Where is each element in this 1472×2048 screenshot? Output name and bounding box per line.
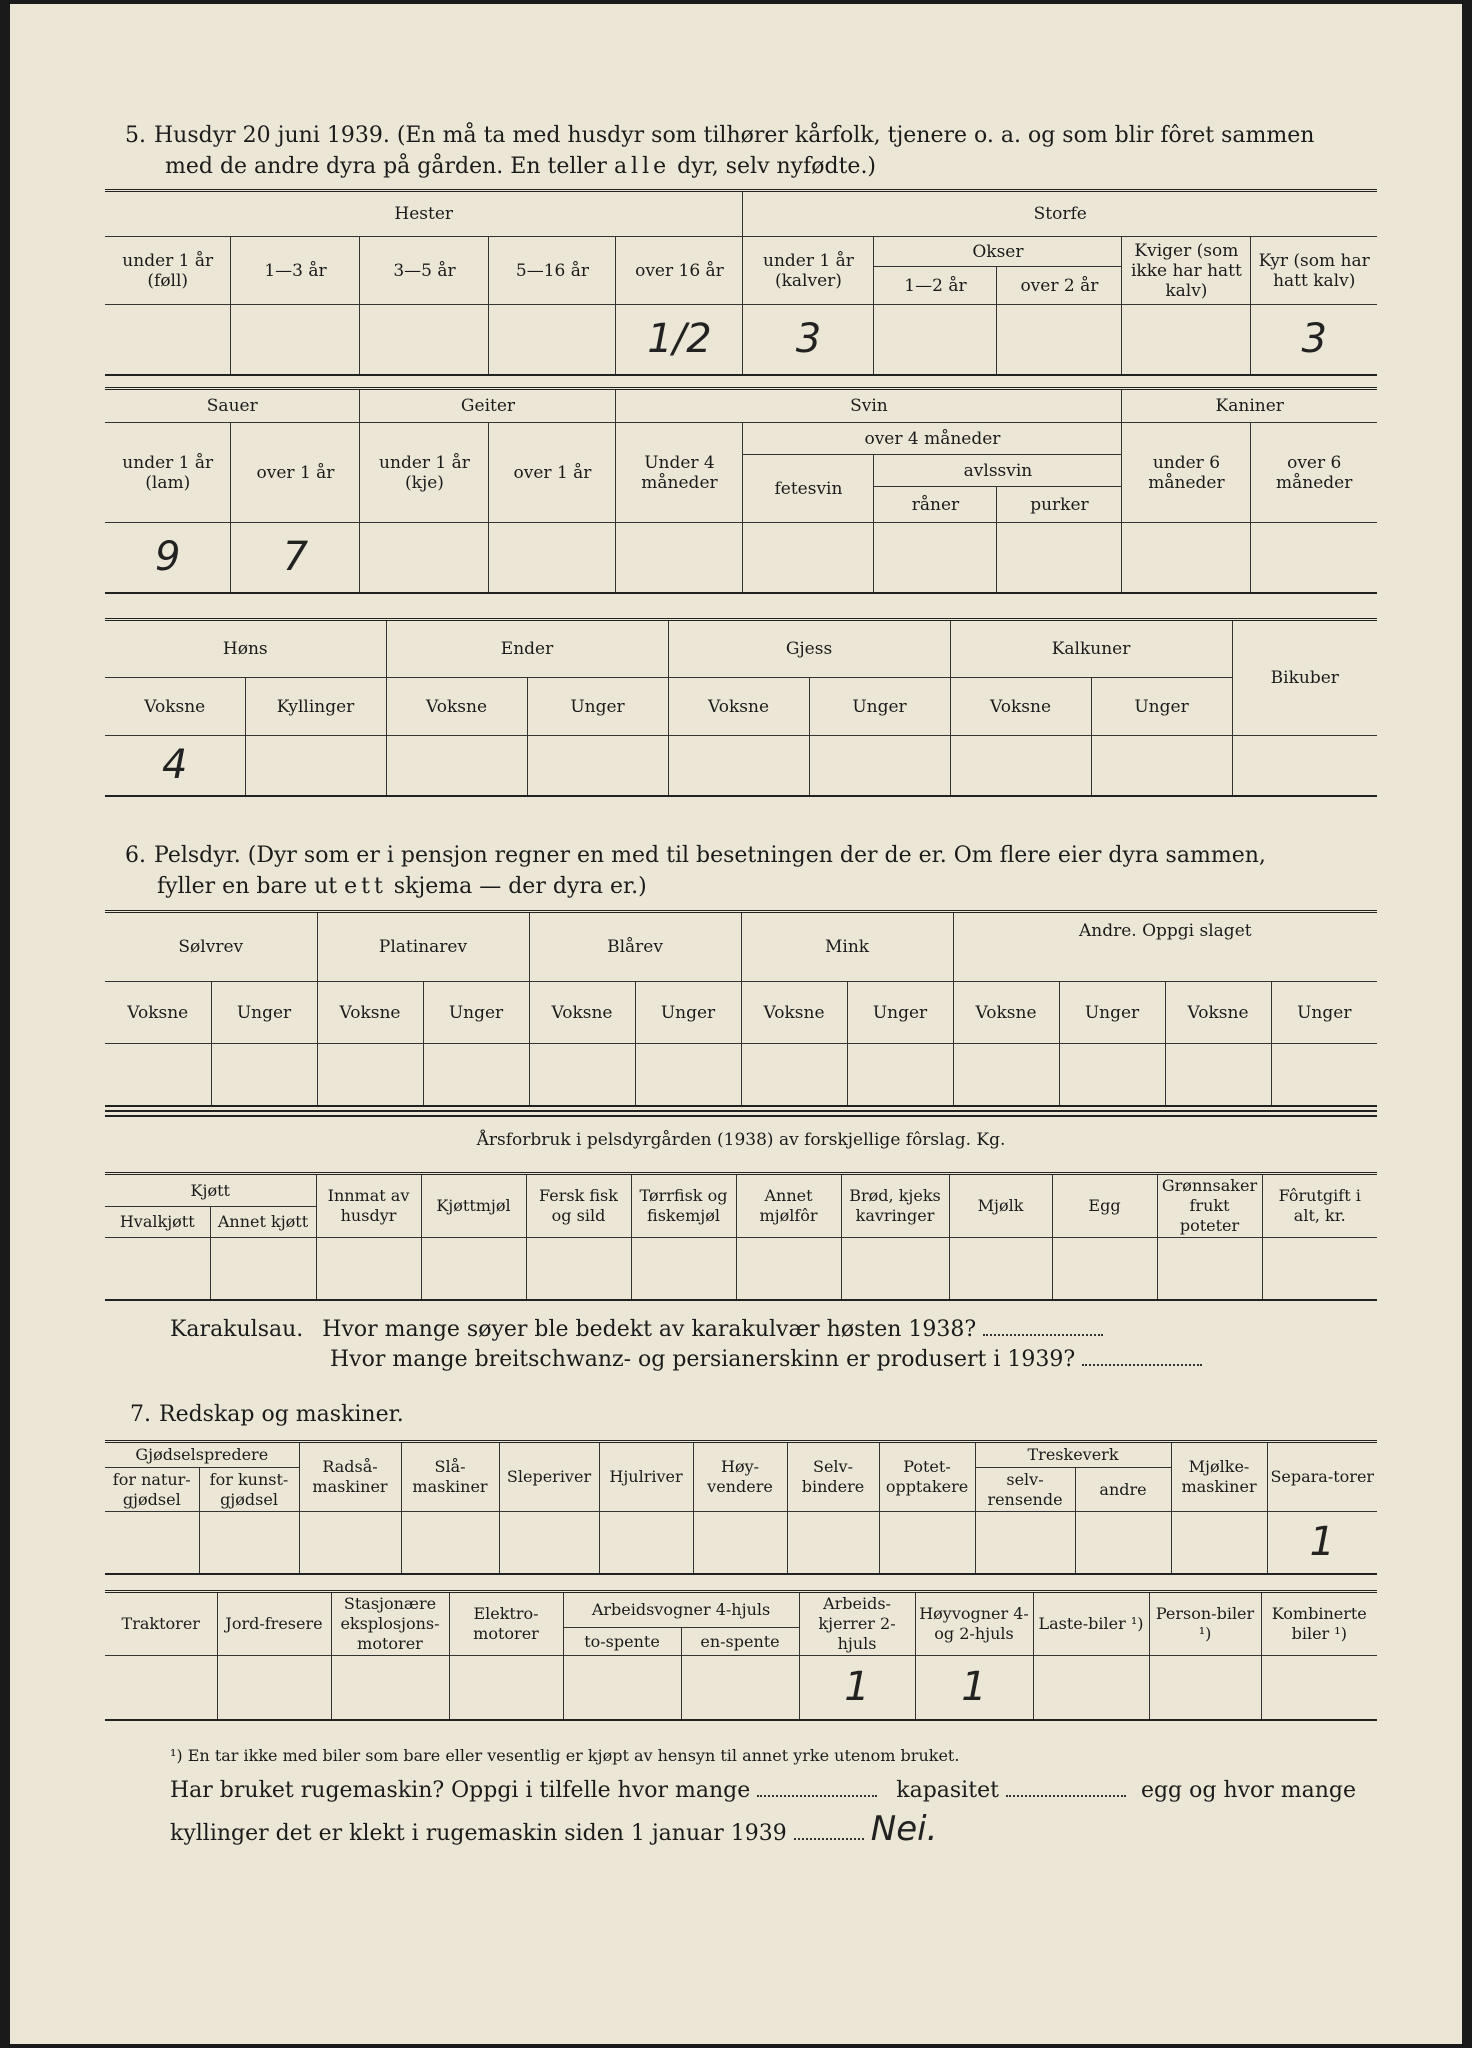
col-header: Laste-biler ¹) [1033,1592,1149,1656]
col-header: Voksne [529,982,635,1044]
karakul-question-2 [330,1345,1202,1375]
entry-cell[interactable] [526,1238,631,1300]
question-text: Hvor mange søyer ble bedekt av karakulvær høsten 1938? [322,1317,977,1342]
col-header: Grønnsaker frukt poteter [1157,1174,1262,1238]
entry-cell[interactable] [231,305,360,375]
entry-cell[interactable] [1171,1512,1267,1574]
entry-cell[interactable] [1232,736,1377,796]
answer-line[interactable] [983,1316,1103,1336]
col-header: Radså-maskiner [299,1442,401,1512]
entry-cell[interactable] [527,736,668,796]
col-header: Unger [1271,982,1377,1044]
handwritten-answer[interactable]: Nei. [870,1809,938,1849]
entry-cell[interactable] [693,1512,787,1574]
entry-cell[interactable] [529,1044,635,1106]
entry-cell[interactable] [743,523,874,593]
col-header: over 1 år [231,423,360,523]
col-header: 5—16 år [489,237,616,305]
col-header: Unger [423,982,529,1044]
group-blarev: Blårev [529,912,741,982]
col-header: fetesvin [743,455,874,523]
col-header: Voksne [668,678,809,736]
col-header: Fersk fisk og sild [526,1174,631,1238]
table-forbruk [105,1172,1377,1301]
forbruk-caption: Årsforbruk i pelsdyrgården (1938) av forskjellige fôrslag. Kg. [476,1130,1006,1150]
entry-cell[interactable] [499,1512,599,1574]
col-header: Unger [527,678,668,736]
col-header: selv-rensende [975,1468,1075,1512]
entry-cell[interactable] [874,523,997,593]
question-text: kapasitet [896,1778,999,1803]
col-header: over 16 år [616,237,743,305]
col-header: Hvalkjøtt [105,1207,210,1238]
entry-cell[interactable] [105,1238,210,1300]
answer-line[interactable] [794,1820,864,1840]
entry-cell[interactable] [1091,736,1232,796]
section-number: 6. [125,843,146,868]
entry-cell[interactable]: 9 [105,523,231,593]
section-5-heading [125,120,1385,182]
entry-cell[interactable] [1157,1238,1262,1300]
col-header: Voksne [1165,982,1271,1044]
group-over-4-maneder: over 4 måneder [743,423,1122,455]
group-sauer: Sauer [105,389,360,423]
col-header: Unger [847,982,953,1044]
entry-cell[interactable]: 4 [105,736,245,796]
col-header: Annet mjølfôr [736,1174,841,1238]
entry-cell[interactable] [316,1238,421,1300]
entry-cell[interactable] [105,1044,211,1106]
group-svin: Svin [616,389,1122,423]
col-header: under 1 år (kalver) [743,237,874,305]
entry-cell[interactable] [874,305,997,375]
entry-cell[interactable] [975,1512,1075,1574]
heading-line: Pelsdyr. (Dyr som er i pensjon regner en med til besetningen der de er. Om flere eier dyra sammen, [154,843,1266,868]
entry-cell[interactable] [421,1238,526,1300]
col-header: Voksne [950,678,1091,736]
col-header: Voksne [105,678,245,736]
entry-cell[interactable] [211,1044,317,1106]
col-header: råner [874,487,997,523]
group-hester: Hester [105,191,743,237]
group-mink: Mink [741,912,953,982]
group-avlssvin: avlssvin [874,455,1122,487]
entry-cell[interactable] [299,1512,401,1574]
col-header: Bikuber [1232,620,1377,736]
col-header: under 1 år (lam) [105,423,231,523]
col-header: en-spente [681,1628,799,1656]
col-header: Voksne [386,678,527,736]
group-okser: Okser [874,237,1122,267]
entry-cell[interactable] [563,1656,681,1720]
question-text: Hvor mange breitschwanz- og persianerskinn er produsert i 1939? [330,1347,1076,1372]
col-header: Kyr (som har hatt kalv) [1251,237,1377,305]
col-header: over 6 måneder [1251,423,1377,523]
group-arbeidsvogner: Arbeidsvogner 4-hjuls [563,1592,799,1628]
entry-cell[interactable]: 1/2 [616,305,743,375]
col-header: Høy-vendere [693,1442,787,1512]
heading-line: skjema — der dyra er.) [386,874,647,899]
entry-cell[interactable]: 3 [1251,305,1377,375]
group-gjess: Gjess [668,620,950,678]
col-header: 1—3 år [231,237,360,305]
col-header: 3—5 år [360,237,489,305]
footnote: ¹) En tar ikke med biler som bare eller vesentlig er kjøpt av hensyn til annet yrke utenom bruket. [170,1746,960,1765]
col-header: Brød, kjeks kavringer [841,1174,949,1238]
entry-cell[interactable] [360,305,489,375]
entry-cell[interactable] [949,1238,1052,1300]
group-treskeverk: Treskeverk [975,1442,1171,1468]
entry-cell[interactable]: 7 [231,523,360,593]
col-header: Kombinerte biler ¹) [1261,1592,1377,1656]
entry-cell[interactable] [847,1044,953,1106]
entry-cell[interactable] [997,305,1122,375]
entry-cell[interactable] [489,305,616,375]
col-header: Traktorer [105,1592,217,1656]
entry-cell[interactable] [841,1238,949,1300]
question-text: Har bruket rugemaskin? Oppgi i tilfelle hvor mange [170,1778,751,1803]
entry-cell[interactable] [879,1512,975,1574]
col-header: andre [1075,1468,1171,1512]
entry-cell[interactable] [953,1044,1059,1106]
table-pelsdyr [105,910,1377,1107]
entry-cell[interactable] [217,1656,331,1720]
table-redskap-1 [105,1440,1377,1575]
entry-cell[interactable]: 1 [799,1656,915,1720]
karakul-label: Karakulsau. [170,1317,304,1342]
col-header: Unger [1059,982,1165,1044]
entry-cell[interactable] [809,736,950,796]
entry-cell[interactable] [210,1238,316,1300]
col-header: over 1 år [489,423,616,523]
double-rule [105,1115,1377,1117]
col-header: under 1 år (kje) [360,423,489,523]
section-number: 5. [125,123,146,148]
double-rule [105,1110,1377,1112]
col-header: Mjølk [949,1174,1052,1238]
entry-cell[interactable] [317,1044,423,1106]
heading-line: med de andre dyra på gården. En teller [165,154,614,179]
col-header: Voksne [317,982,423,1044]
entry-cell[interactable] [105,305,231,375]
entry-cell[interactable] [1122,305,1251,375]
col-header: Hjulriver [599,1442,693,1512]
col-header: over 2 år [997,267,1122,305]
karakul-question-1 [170,1315,1103,1345]
entry-cell[interactable] [616,523,743,593]
col-header: Kyllinger [245,678,386,736]
entry-cell[interactable] [736,1238,841,1300]
group-hons: Høns [105,620,386,678]
entry-cell[interactable] [360,523,489,593]
group-kjott: Kjøtt [105,1174,316,1207]
entry-cell[interactable] [681,1656,799,1720]
col-header: to-spente [563,1628,681,1656]
group-andre: Andre. Oppgi slaget [953,912,1377,982]
group-kaniner: Kaniner [1122,389,1377,423]
group-solvrev: Sølvrev [105,912,317,982]
emphasis-word: ett [344,874,387,899]
col-header: Voksne [105,982,211,1044]
col-header: Unger [635,982,741,1044]
col-header: Voksne [953,982,1059,1044]
col-header: Potet-opptakere [879,1442,975,1512]
entry-cell[interactable] [668,736,809,796]
col-header: Tørrfisk og fiskemjøl [631,1174,736,1238]
col-header: Kviger (som ikke har hatt kalv) [1122,237,1251,305]
entry-cell[interactable] [599,1512,693,1574]
entry-cell[interactable] [1262,1238,1377,1300]
entry-cell[interactable] [386,736,527,796]
col-header: Sleperiver [499,1442,599,1512]
col-header: Annet kjøtt [210,1207,316,1238]
table-sauer-svin [105,387,1377,594]
section-7-heading [130,1399,404,1430]
group-kalkuner: Kalkuner [950,620,1232,678]
group-ender: Ender [386,620,668,678]
rugemaskin-question-2 [170,1809,938,1849]
entry-cell[interactable] [1052,1238,1157,1300]
heading-line: Husdyr 20 juni 1939. (En må ta med husdyr som tilhører kårfolk, tjenere o. a. og som blir fôret sammen [154,123,1315,148]
col-header: Innmat av husdyr [316,1174,421,1238]
entry-cell[interactable] [1122,523,1251,593]
col-header: Mjølke-maskiner [1171,1442,1267,1512]
entry-cell[interactable] [635,1044,741,1106]
entry-cell[interactable] [105,1512,199,1574]
col-header: Kjøttmjøl [421,1174,526,1238]
col-header: Unger [211,982,317,1044]
entry-cell[interactable] [1059,1044,1165,1106]
answer-line[interactable] [1082,1346,1202,1366]
col-header: 1—2 år [874,267,997,305]
col-header: Separa-torer [1267,1442,1377,1512]
table-redskap-2 [105,1590,1377,1721]
question-text: egg og hvor mange [1140,1778,1357,1803]
col-header: under 6 måneder [1122,423,1251,523]
entry-cell[interactable] [331,1656,449,1720]
entry-cell[interactable] [1149,1656,1261,1720]
col-header: for kunst-gjødsel [199,1468,299,1512]
col-header: for natur-gjødsel [105,1468,199,1512]
col-header: Unger [1091,678,1232,736]
entry-cell[interactable] [1271,1044,1377,1106]
answer-line[interactable] [757,1777,877,1797]
col-header: under 1 år (føll) [105,237,231,305]
col-header: Voksne [741,982,847,1044]
question-text: kyllinger det er klekt i rugemaskin siden 1 januar 1939 [170,1821,787,1846]
group-geiter: Geiter [360,389,616,423]
entry-cell[interactable] [489,523,616,593]
col-header: Arbeids-kjerrer 2-hjuls [799,1592,915,1656]
entry-cell[interactable] [199,1512,299,1574]
entry-cell[interactable] [997,523,1122,593]
col-header: purker [997,487,1122,523]
section-number: 7. [130,1402,151,1427]
emphasis-word: alle [613,154,671,179]
entry-cell[interactable]: 1 [1267,1512,1377,1574]
group-gjodselspredere: Gjødselspredere [105,1442,299,1468]
section-6-heading [125,840,1385,902]
col-header: Selv-bindere [787,1442,879,1512]
col-header: Unger [809,678,950,736]
entry-cell[interactable] [1075,1512,1171,1574]
entry-cell[interactable]: 1 [915,1656,1033,1720]
table-hester-storfe [105,189,1377,376]
col-header: Høyvogner 4- og 2-hjuls [915,1592,1033,1656]
entry-cell[interactable] [950,736,1091,796]
col-header: Person-biler ¹) [1149,1592,1261,1656]
col-header: Egg [1052,1174,1157,1238]
entry-cell[interactable] [1251,523,1377,593]
col-header: Jord-freserе [217,1592,331,1656]
table-fjorfe [105,618,1377,797]
group-storfe: Storfe [743,191,1377,237]
entry-cell[interactable] [105,1656,217,1720]
col-header: Stasjonære eksplosjons-motorer [331,1592,449,1656]
heading-line: Redskap og maskiner. [159,1402,404,1427]
form-page [10,4,1462,2044]
heading-line: dyr, selv nyfødte.) [670,154,877,179]
entry-cell[interactable] [1261,1656,1377,1720]
entry-cell[interactable] [741,1044,847,1106]
col-header: Elektro-motorer [449,1592,563,1656]
answer-line[interactable] [1006,1777,1126,1797]
entry-cell[interactable] [449,1656,563,1720]
col-header: Under 4 måneder [616,423,743,523]
entry-cell[interactable]: 3 [743,305,874,375]
heading-line: fyller en bare ut [157,874,345,899]
entry-cell[interactable] [423,1044,529,1106]
entry-cell[interactable] [787,1512,879,1574]
entry-cell[interactable] [631,1238,736,1300]
entry-cell[interactable] [401,1512,499,1574]
entry-cell[interactable] [1165,1044,1271,1106]
entry-cell[interactable] [245,736,386,796]
col-header: Slå-maskiner [401,1442,499,1512]
col-header: Fôrutgift i alt, kr. [1262,1174,1377,1238]
group-platinarev: Platinarev [317,912,529,982]
rugemaskin-question-1 [170,1776,1356,1806]
entry-cell[interactable] [1033,1656,1149,1720]
